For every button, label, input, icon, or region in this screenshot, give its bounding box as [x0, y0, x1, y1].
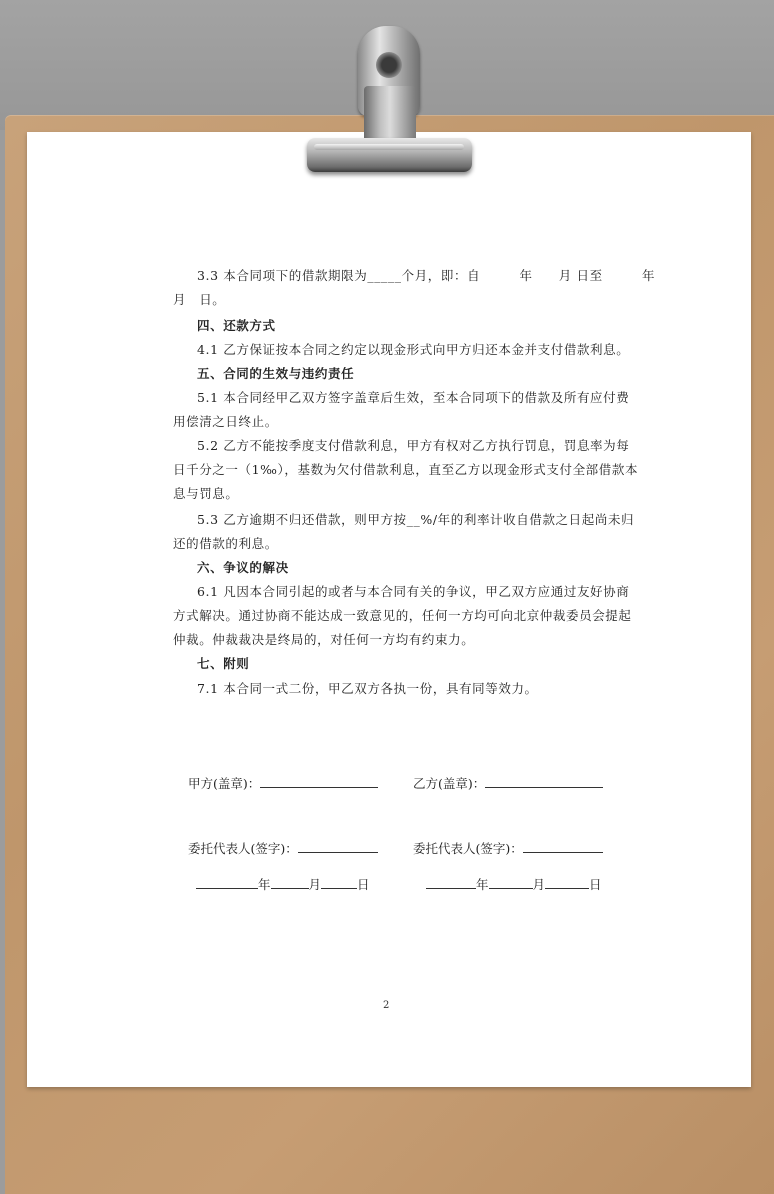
text-line: 还的借款的利息。	[173, 536, 278, 551]
text-line: 6.1 凡因本合同引起的或者与本合同有关的争议，甲乙双方应通过友好协商	[197, 584, 630, 599]
text-line: 用偿清之日终止。	[173, 414, 278, 429]
day-label: 日	[589, 877, 602, 892]
text-line: 5.3 乙方逾期不归还借款，则甲方按__%/年的利率计收自借款之日起尚未归	[197, 512, 635, 527]
binder-clip	[300, 26, 475, 176]
party-b-seal-label: 乙方(盖章)：	[413, 776, 486, 791]
section-heading: 七、附则	[197, 656, 250, 671]
text-line: 息与罚息。	[173, 486, 239, 501]
section-heading: 六、争议的解决	[197, 560, 289, 575]
text-line: 月 日。	[173, 292, 226, 307]
year-label: 年	[476, 877, 489, 892]
section-heading: 五、合同的生效与违约责任	[197, 366, 355, 381]
text-line: 3.3 本合同项下的借款期限为_____个月，即：自 年 月 日至 年	[197, 268, 656, 283]
party-a-seal-label: 甲方(盖章)：	[188, 776, 261, 791]
month-label: 月	[532, 877, 546, 892]
month-label: 月	[308, 877, 322, 892]
page-number: 2	[383, 1000, 390, 1011]
party-b-rep-label: 委托代表人(签字)：	[413, 841, 523, 856]
text-line: 方式解决。通过协商不能达成一致意见的，任何一方均可向北京仲裁委员会提起	[173, 608, 632, 623]
text-line: 7.1 本合同一式二份，甲乙双方各执一份，具有同等效力。	[197, 681, 538, 696]
text-line: 5.1 本合同经甲乙双方签字盖章后生效，至本合同项下的借款及所有应付费	[197, 390, 630, 405]
party-a-rep-label: 委托代表人(签字)：	[188, 841, 298, 856]
paper-sheet	[27, 132, 751, 1087]
text-line: 仲裁。仲裁裁决是终局的，对任何一方均有约束力。	[173, 632, 475, 647]
clip-ring-hole	[376, 52, 402, 78]
year-label: 年	[258, 877, 271, 892]
section-heading: 四、还款方式	[197, 318, 276, 333]
day-label: 日	[357, 877, 370, 892]
text-line: 4.1 乙方保证按本合同之约定以现金形式向甲方归还本金并支付借款利息。	[197, 342, 630, 357]
clip-base-ridge	[314, 144, 464, 150]
text-line: 5.2 乙方不能按季度支付借款利息，甲方有权对乙方执行罚息，罚息率为每	[197, 438, 630, 453]
text-line: 日千分之一（1‰），基数为欠付借款利息，直至乙方以现金形式支付全部借款本	[173, 462, 639, 477]
